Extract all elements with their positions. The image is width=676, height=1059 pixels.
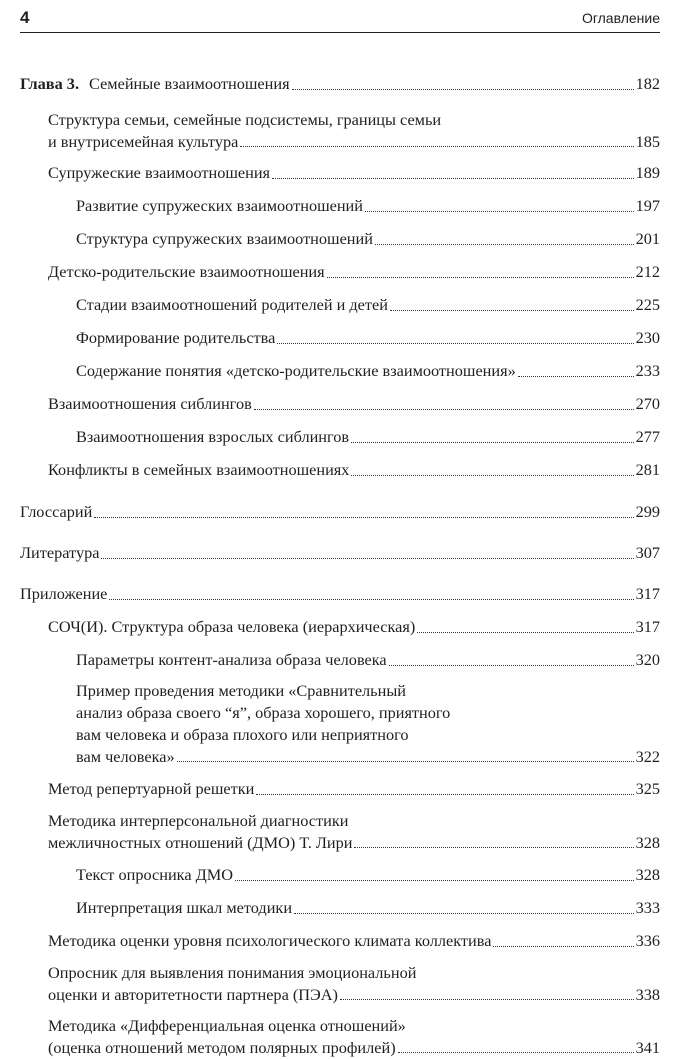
dot-leader xyxy=(390,310,634,311)
toc-entry[interactable]: Взаимоотношения сиблингов 270 xyxy=(20,392,660,416)
page-ref: 212 xyxy=(635,262,660,281)
page-ref: 182 xyxy=(635,74,660,93)
page-ref: 341 xyxy=(635,1038,660,1057)
dot-leader xyxy=(389,665,634,666)
page-ref: 189 xyxy=(635,163,660,182)
toc-entry[interactable]: Текст опросника ДМО 328 xyxy=(20,863,660,887)
dot-leader xyxy=(417,632,633,633)
dot-leader xyxy=(327,277,634,278)
dot-leader xyxy=(351,442,633,443)
entry-text-line: оценки и авторитетности партнера (ПЭА) xyxy=(48,985,338,1004)
toc-entry[interactable]: Приложение 317 xyxy=(20,582,660,606)
running-title: Оглавление xyxy=(581,10,660,26)
toc-entry[interactable]: Литература 307 xyxy=(20,541,660,565)
page-number: 4 xyxy=(20,8,30,27)
toc-entry[interactable]: Супружеские взаимоотношения 189 xyxy=(20,161,660,185)
toc-entry[interactable]: Глоссарий 299 xyxy=(20,500,660,524)
dot-leader xyxy=(256,794,633,795)
page-ref: 322 xyxy=(635,747,660,766)
dot-leader xyxy=(375,244,634,245)
entry-text-line: Пример проведения методики «Сравнительный xyxy=(76,681,406,700)
toc-entry[interactable] xyxy=(20,962,660,1006)
entry-text-line: (оценка отношений методом полярных профилей) xyxy=(48,1038,396,1057)
entry-text-line: и внутрисемейная культура xyxy=(48,132,239,151)
page-ref: 333 xyxy=(635,898,660,917)
dot-leader xyxy=(277,343,633,344)
table-of-contents xyxy=(20,72,660,1059)
toc-entry[interactable] xyxy=(20,680,660,768)
entry-text-line: Опросник для выявления понимания эмоциональной xyxy=(48,963,417,982)
toc-entry[interactable]: Структура супружеских взаимоотношений 201 xyxy=(20,227,660,251)
dot-leader xyxy=(235,880,634,881)
toc-entry[interactable] xyxy=(20,109,660,153)
page-header xyxy=(20,6,660,33)
dot-leader xyxy=(292,89,634,90)
toc-chapter-3[interactable] xyxy=(20,72,660,96)
toc-entry[interactable]: Содержание понятия «детско-родительские взаимоотношения» 233 xyxy=(20,359,660,383)
toc-entry[interactable]: СОЧ(И). Структура образа человека (иерархическая) 317 xyxy=(20,615,660,639)
dot-leader xyxy=(272,178,634,179)
toc-entry[interactable]: Взаимоотношения взрослых сиблингов 277 xyxy=(20,425,660,449)
toc-entry[interactable]: Детско-родительские взаимоотношения 212 xyxy=(20,260,660,284)
page-ref: 328 xyxy=(635,865,660,884)
dot-leader xyxy=(351,475,633,476)
dot-leader xyxy=(109,599,633,600)
dot-leader xyxy=(398,1052,634,1053)
entry-text-line: вам человека» xyxy=(76,747,175,766)
dot-leader xyxy=(518,376,634,377)
toc-entry[interactable]: Конфликты в семейных взаимоотношениях 281 xyxy=(20,458,660,482)
dot-leader xyxy=(240,146,633,147)
toc-entry[interactable] xyxy=(20,1015,660,1059)
page-ref: 299 xyxy=(635,502,660,521)
dot-leader xyxy=(354,847,633,848)
chapter-number: Глава 3. xyxy=(20,74,80,93)
page-ref: 338 xyxy=(635,985,660,1004)
dot-leader xyxy=(94,517,633,518)
page-ref: 320 xyxy=(635,650,660,669)
page-ref: 307 xyxy=(635,543,660,562)
entry-text-line: вам человека и образа плохого или неприятного xyxy=(76,725,409,744)
entry-text-line: Структура семьи, семейные подсистемы, границы семьи xyxy=(48,110,442,129)
dot-leader xyxy=(177,761,634,762)
page-ref: 197 xyxy=(635,196,660,215)
page-ref: 230 xyxy=(635,328,660,347)
dot-leader xyxy=(254,409,634,410)
page-ref: 270 xyxy=(635,394,660,413)
page-ref: 325 xyxy=(635,779,660,798)
entry-text-line: Методика «Дифференциальная оценка отношений» xyxy=(48,1016,406,1035)
dot-leader xyxy=(340,999,634,1000)
page-ref: 201 xyxy=(635,229,660,248)
entry-text-line: межличностных отношений (ДМО) Т. Лири xyxy=(48,833,353,852)
page-ref: 317 xyxy=(635,617,660,636)
chapter-title: Семейные взаимоотношения xyxy=(89,74,290,93)
toc-entry[interactable]: Развитие супружеских взаимоотношений 197 xyxy=(20,194,660,218)
page-ref: 233 xyxy=(635,361,660,380)
page-ref: 317 xyxy=(635,584,660,603)
toc-entry[interactable]: Параметры контент-анализа образа человека 320 xyxy=(20,648,660,672)
entry-text-line: анализ образа своего “я”, образа хорошего, приятного xyxy=(76,703,451,722)
entry-text-line: Методика интерперсональной диагностики xyxy=(48,811,349,830)
page-ref: 336 xyxy=(635,931,660,950)
toc-entry[interactable] xyxy=(20,810,660,854)
toc-entry[interactable]: Формирование родительства 230 xyxy=(20,326,660,350)
dot-leader xyxy=(101,558,633,559)
page-ref: 281 xyxy=(635,460,660,479)
dot-leader xyxy=(365,211,634,212)
toc-entry[interactable]: Стадии взаимоотношений родителей и детей 225 xyxy=(20,293,660,317)
toc-entry[interactable]: Метод репертуарной решетки 325 xyxy=(20,777,660,801)
toc-entry[interactable]: Интерпретация шкал методики 333 xyxy=(20,896,660,920)
dot-leader xyxy=(294,913,634,914)
dot-leader xyxy=(493,946,633,947)
page-ref: 225 xyxy=(635,295,660,314)
page-ref: 328 xyxy=(635,833,660,852)
page-ref: 185 xyxy=(635,132,660,151)
toc-entry[interactable]: Методика оценки уровня психологического климата коллектива 336 xyxy=(20,929,660,953)
page-ref: 277 xyxy=(635,427,660,446)
